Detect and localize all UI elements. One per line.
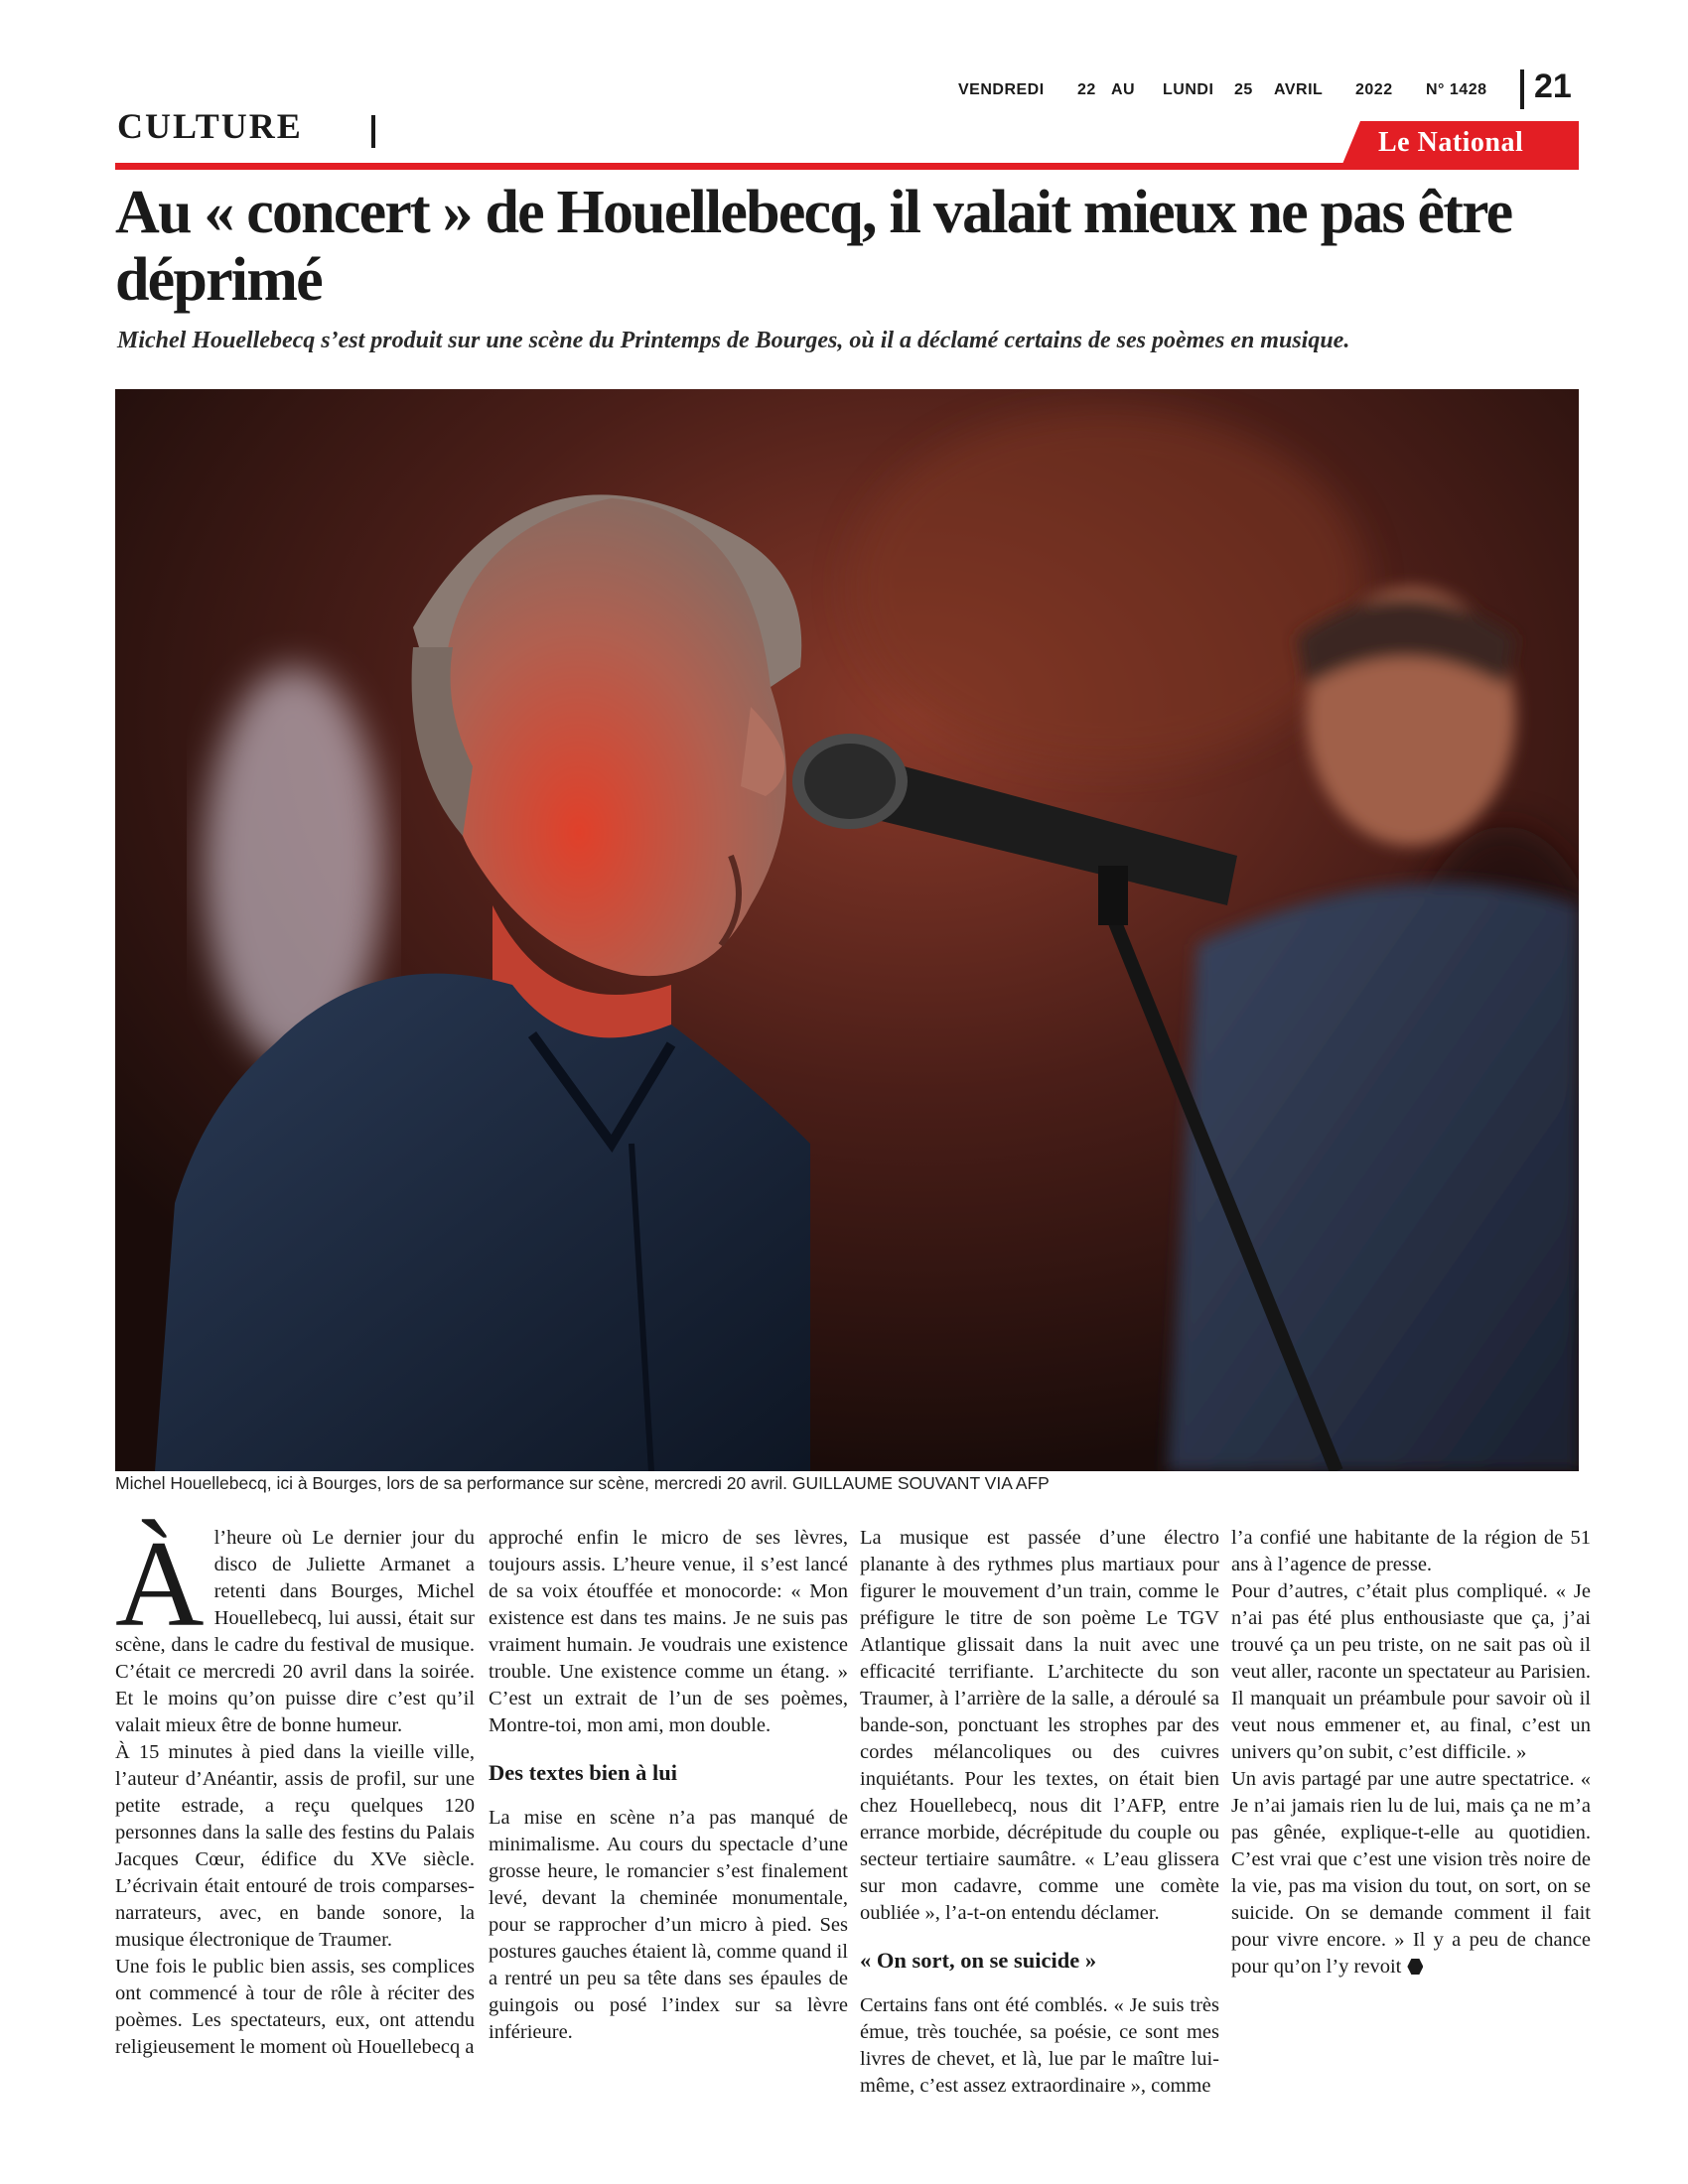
date-month: AVRIL bbox=[1274, 81, 1324, 98]
drop-cap: À bbox=[115, 1516, 205, 1652]
paragraph-6-continued: l’a confié une habitante de la région de 51 ans à l’agence de presse. bbox=[1231, 1527, 1591, 1575]
article-column-3 bbox=[860, 1525, 1219, 2100]
date-au: AU bbox=[1111, 81, 1136, 98]
paragraph-8: Un avis partagé par une autre spectatrice. « Je n’ai jamais rien lu de lui, mais ça ne m’a pas gênée, explique-t-elle au quotidien. C’est vrai que c’est une vision très noire de la vie, pas ma vision du tout, on sort, on se suicide. On se demande comment il fait pour vivre encore. » Il y a peu de chance pour qu’on l’y revoit bbox=[1231, 1768, 1591, 1978]
article-column-2 bbox=[489, 1525, 848, 2046]
date-day-start: VENDREDI bbox=[958, 81, 1045, 98]
end-mark-icon bbox=[1407, 1959, 1423, 1975]
issue-date-line bbox=[958, 81, 1495, 99]
article-subtitle: Michel Houellebecq s’est produit sur une scène du Printemps de Bourges, où il a déclamé certains de ses poèmes en musique. bbox=[117, 328, 1350, 353]
subheading-1: Des textes bien à lui bbox=[489, 1760, 677, 1785]
paragraph-3-continued: approché enfin le micro de ses lèvres, toujours assis. L’heure venue, il s’est lancé de sa voix étouffée et monocorde: « Mon existence est dans tes mains. Je ne suis pas vraiment humain. Je voudrais une existence trouble. Une existence comme un étang. » C’est un extrait de l’un de ses poèmes, Montre-toi, mon ami, mon double. bbox=[489, 1527, 848, 1736]
article-column-4 bbox=[1231, 1525, 1591, 1980]
page-number-divider bbox=[1520, 69, 1524, 109]
paragraph-6: Certains fans ont été comblés. « Je suis très émue, très touchée, sa poésie, ce sont mes livres de chevet, et là, lue par le maître lui-même, c’est assez extraordinaire », comme bbox=[860, 1994, 1219, 2097]
paragraph-5: La musique est passée d’une électro planante à des rythmes plus martiaux pour figurer le mouvement d’un train, comme le préfigure le titre de son poème Le TGV Atlantique glissait dans la nuit avec une efficacité terrifiante. L’architecte du son Traumer, à l’arrière de la salle, a déroulé sa bande-son, ponctuant les strophes par des cordes mélancoliques ou des cuivres inquiétants. Pour les textes, on était bien chez Houellebecq, nous dit l’AFP, entre errance morbide, décrépitude du couple ou secteur tertiaire saumâtre. « L’eau glissera sur mon cadavre, comme une comète oubliée », l’a-t-on entendu déclamer. bbox=[860, 1527, 1219, 1924]
section-title: CULTURE bbox=[117, 106, 303, 146]
issue-number: N° 1428 bbox=[1426, 81, 1487, 98]
article-headline: Au « concert » de Houellebecq, il valait mieux ne pas être déprimé bbox=[115, 179, 1512, 314]
stage-photo-illustration bbox=[115, 389, 1579, 1471]
date-day-end: LUNDI bbox=[1163, 81, 1214, 98]
paragraph-1: l’heure où Le dernier jour du disco de Juliette Armanet a retenti dans Bourges, Michel Houellebecq, lui aussi, était sur scène, dans le cadre du festival de musique. C’était ce mercredi 20 avril dans la soirée. Et le moins qu’on puisse dire c’est qu’il valait mieux être de bonne humeur. bbox=[115, 1527, 475, 1736]
date-num-end: 25 bbox=[1234, 81, 1253, 98]
article-column-1 bbox=[115, 1516, 475, 2061]
page-number: 21 bbox=[1534, 68, 1572, 105]
article-photo bbox=[115, 389, 1579, 1471]
header-rule bbox=[115, 163, 1579, 170]
paragraph-3: Une fois le public bien assis, ses complices ont commencé à tour de rôle à réciter des poèmes. Les spectateurs, eux, ont attendu religieusement le moment où Houellebecq a bbox=[115, 1956, 475, 2058]
paragraph-2: À 15 minutes à pied dans la vieille ville, l’auteur d’Anéantir, assis de profil, sur une petite estrade, a reçu quelques 120 personnes dans la salle des festins du Palais Jacques Cœur, édifice du XVe siècle. L’écrivain était entouré de trois comparses-narrateurs, avec, en bande sonore, la musique électronique de Traumer. bbox=[115, 1741, 475, 1951]
date-num-start: 22 bbox=[1077, 81, 1096, 98]
photo-caption: Michel Houellebecq, ici à Bourges, lors de sa performance sur scène, mercredi 20 avril. GUILLAUME SOUVANT VIA AFP bbox=[115, 1473, 1050, 1493]
paragraph-4: La mise en scène n’a pas manqué de minimalisme. Au cours du spectacle d’une grosse heure, le romancier s’est finalement levé, devant la cheminée monumentale, pour se rapprocher d’un micro à pied. Ses postures gauches étaient là, comme quand il a rentré un peu sa tête dans ses épaules de guingois ou posé l’index sur sa lèvre inférieure. bbox=[489, 1807, 848, 2043]
brand-logo: Le National bbox=[1378, 127, 1524, 158]
date-year: 2022 bbox=[1355, 81, 1393, 98]
paragraph-7: Pour d’autres, c’était plus compliqué. « Je n’ai pas été plus enthousiaste que ça, j’ai trouvé ça un peu triste, on ne sait pas où il veut aller, raconte un spectateur au Parisien. Il manquait un préambule pour savoir où il veut nous emmener et, au final, c’est un univers qu’on subit, c’est difficile. » bbox=[1231, 1580, 1591, 1763]
subheading-2: « On sort, on se suicide » bbox=[860, 1948, 1097, 1973]
section-divider bbox=[371, 115, 375, 148]
